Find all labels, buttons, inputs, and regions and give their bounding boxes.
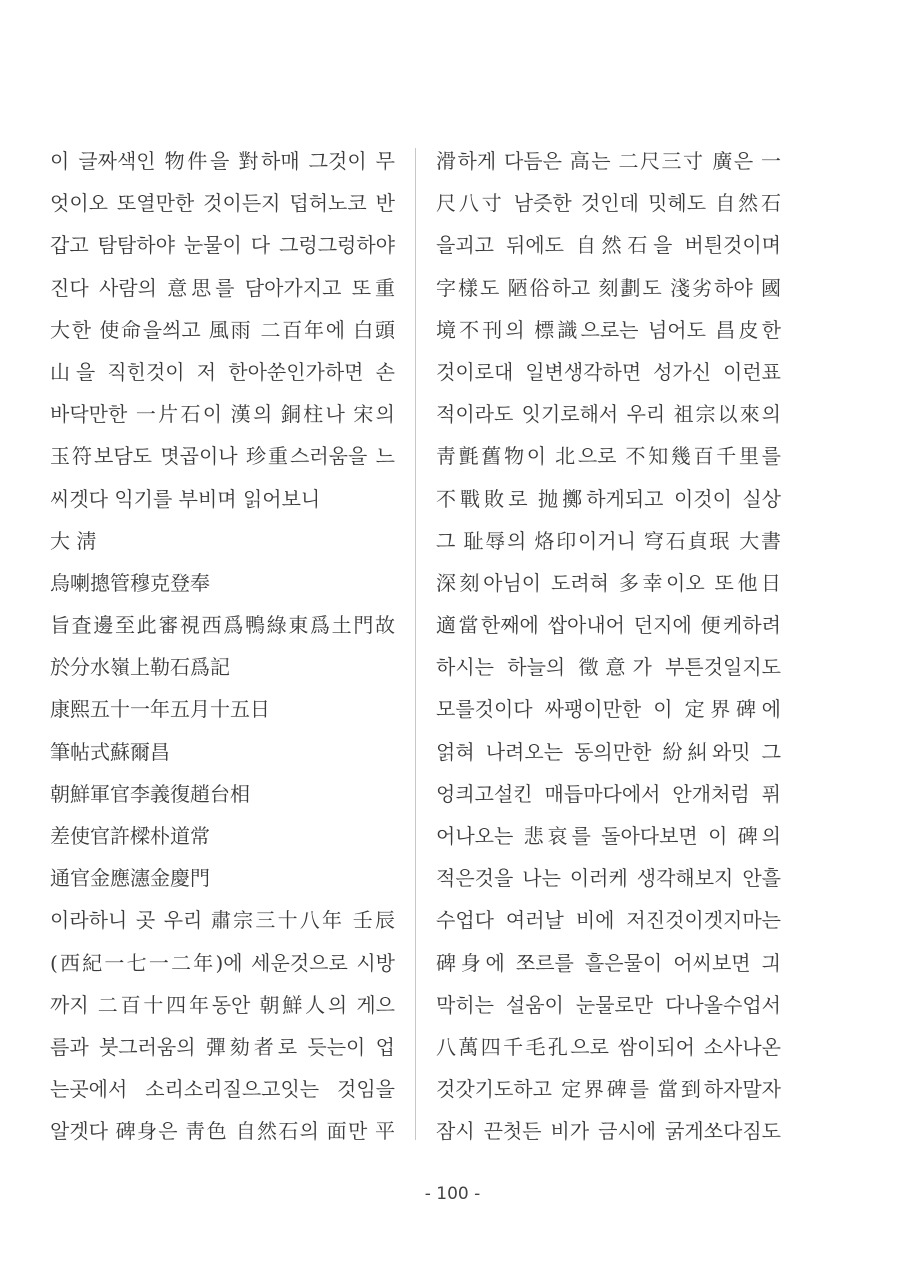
text-line: 深刻아님이 도려혀 多幸이오 또他日 xyxy=(436,570,781,595)
left-text-column xyxy=(50,140,395,1153)
text-line: 不戰敗로 抛擲하게되고 이것이 실상 xyxy=(436,486,781,511)
column-divider xyxy=(415,148,416,1140)
text-line: 大한 使命을씌고 風雨 二百年에 白頭 xyxy=(50,317,395,342)
text-line: 진다 사람의 意思를 담아가지고 또重 xyxy=(50,275,395,300)
text-line: 그 耻辱의 烙印이거니 穹石貞珉 大書 xyxy=(436,528,781,553)
text-line: (西紀一七一二年)에 세운것으로 시방 xyxy=(50,950,395,975)
text-line: 大 淸 xyxy=(50,528,97,553)
text-line: 는곳에서 소리소리질으고잇는 것임을 xyxy=(50,1077,395,1102)
text-line: 얽혀 나려오는 동의만한 紛糾와밋 그 xyxy=(436,739,781,764)
text-line: 이 글짜색인 物件을 對하매 그것이 무 xyxy=(50,149,395,173)
text-line: 山을 직힌것이 저 한아쑨인가하면 손 xyxy=(50,359,395,384)
text-line: 갑고 탐탐하야 눈물이 다 그렁그렁하야 xyxy=(50,233,395,258)
text-line: 씨겟다 익기를 부비며 읽어보니 xyxy=(50,486,321,511)
text-line: 어나오는 悲哀를 돌아다보면 이 碑의 xyxy=(436,824,781,848)
text-line: 玉符보담도 몃곱이나 珍重스러움을 느 xyxy=(50,444,395,469)
text-line: 까지 二百十四年동안 朝鮮人의 게으 xyxy=(50,992,395,1017)
text-line: 것갓기도하고 定界碑를 當到하자말자 xyxy=(436,1077,781,1102)
text-line: 이라하니 곳 우리 肅宗三十八年 壬辰 xyxy=(50,908,395,933)
text-line: 適當한째에 쌉아내어 던지에 便케하려 xyxy=(436,613,781,638)
text-line: 바닥만한 一片石이 漢의 銅柱나 宋의 xyxy=(50,402,395,427)
text-line: 境不刊의 標識으로는 넘어도 昌皮한 xyxy=(436,317,781,342)
text-line: 康熙五十一年五月十五日 xyxy=(50,697,270,722)
text-line: 通官金應瀗金慶門 xyxy=(50,866,210,891)
text-line: 엇이오 또열만한 것이든지 덥허노코 반 xyxy=(50,191,395,216)
text-line: 막히는 설움이 눈물로만 다나올수업서 xyxy=(436,992,781,1017)
text-line: 모를것이다 싸팽이만한 이 定界碑에 xyxy=(436,697,781,722)
text-line: 筆帖式蘇爾昌 xyxy=(50,739,170,764)
text-line: 적은것을 나는 이러케 생각해보지 안흘 xyxy=(436,866,781,891)
text-line: 於分水嶺上勒石爲記 xyxy=(50,655,230,680)
text-line: 수업다 여러날 비에 저진것이겟지마는 xyxy=(436,908,781,933)
text-line: 것이로대 일변생각하면 성가신 이런표 xyxy=(436,359,781,384)
text-line: 잠시 끈첫든 비가 금시에 굵게쏘다짐도 xyxy=(436,1119,781,1144)
text-line: 을괴고 뒤에도 自然石을 버틘것이며 xyxy=(436,233,781,258)
text-line: 엉킈고설킨 매듭마다에서 안개처럼 퓌 xyxy=(436,781,781,806)
text-line: 靑氈舊物이 北으로 不知幾百千里를 xyxy=(436,444,781,469)
text-line: 하시는 하늘의 徵意가 부튼것일지도 xyxy=(436,655,781,680)
text-line: 烏喇摠管穆克登奉 xyxy=(50,570,210,595)
text-line: 尺八寸 남즛한 것인데 밋헤도 自然石 xyxy=(436,191,781,216)
text-line: 八萬四千毛孔으로 쌈이되어 소사나온 xyxy=(436,1034,781,1059)
page-number: - 100 - xyxy=(424,1184,481,1204)
text-line: 알겟다 碑身은 靑色 自然石의 面만 平 xyxy=(50,1119,395,1144)
text-line: 름과 붓그러움의 彈劾者로 듯는이 업 xyxy=(50,1034,395,1059)
text-line: 滑하게 다듬은 高는 二尺三寸 廣은 一 xyxy=(436,149,781,173)
text-line: 적이라도 잇기로해서 우리 祖宗以來의 xyxy=(436,402,781,427)
right-text-column xyxy=(436,140,781,1153)
text-line: 朝鮮軍官李義復趙台相 xyxy=(50,781,250,806)
text-line: 差使官許樑朴道常 xyxy=(50,824,210,848)
text-line: 碑身에 쪼르를 흘은물이 어씨보면 긔 xyxy=(436,950,781,975)
text-line: 旨査邊至此審視西爲鴨綠東爲土門故 xyxy=(50,613,395,638)
text-line: 字樣도 陋俗하고 刻劃도 淺劣하야 國 xyxy=(436,275,781,300)
